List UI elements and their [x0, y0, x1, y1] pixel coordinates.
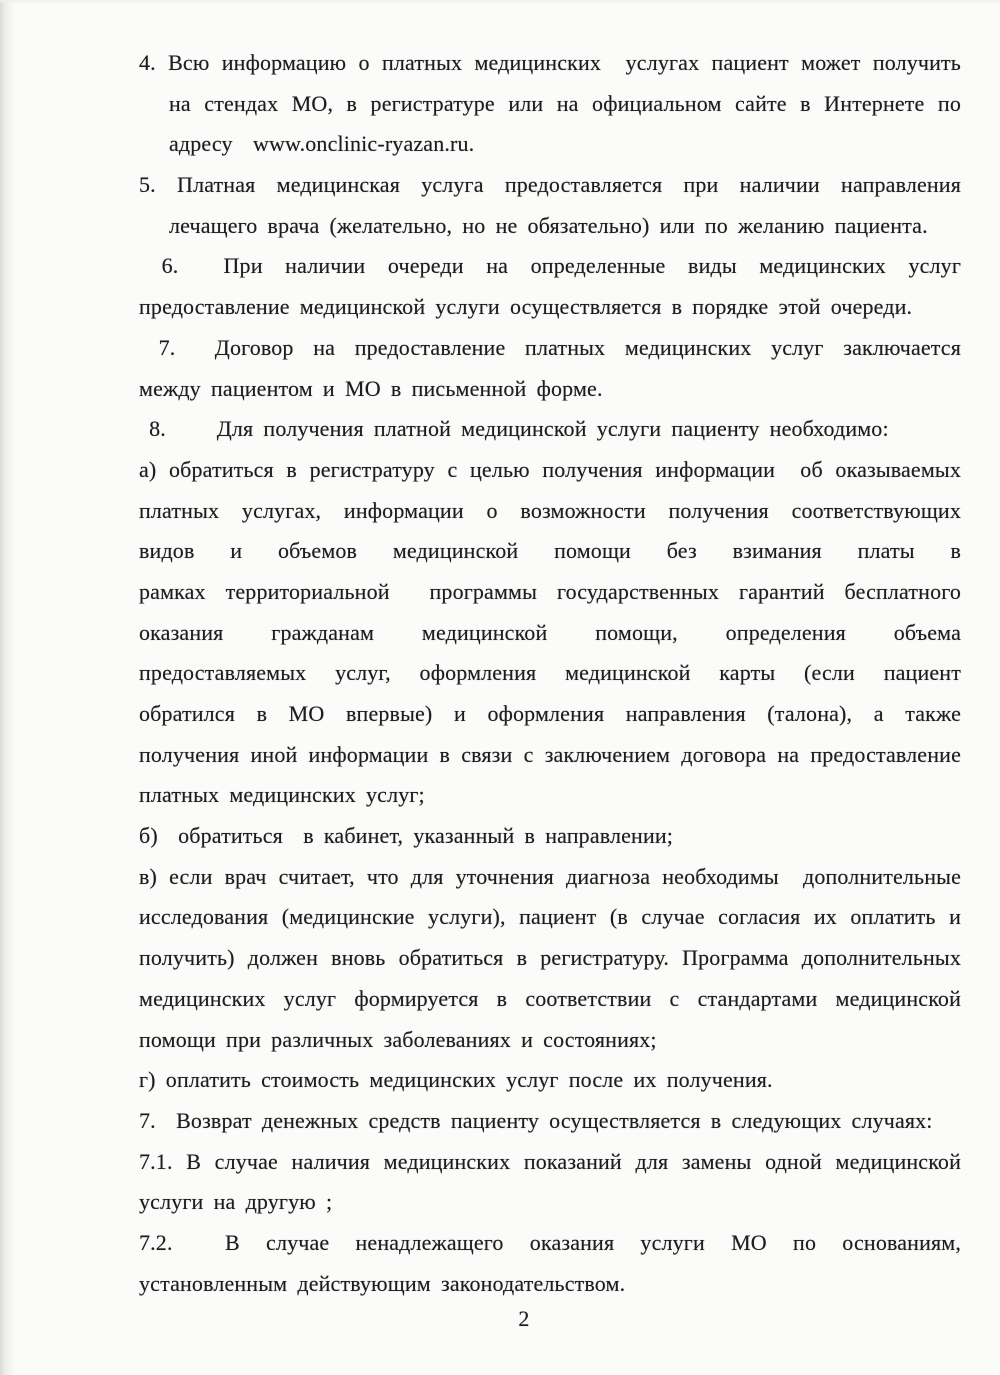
document-body [139, 43, 961, 1332]
text-line: на стендах МО, в регистратуре или на официальном сайте в Интернете по [169, 90, 961, 116]
text-line: 8. Для получения платной медицинской услуги пациенту необходимо: [139, 416, 889, 442]
text-line: лечащего врача (желательно, но не обязательно) или по желанию пациента. [169, 212, 928, 238]
text-line: платных услугах, информации о возможности получения соответствующих [139, 497, 961, 523]
text-line: 7.2. В случае ненадлежащего оказания услуги МО по основаниям, [139, 1229, 961, 1255]
text-line: медицинских услуг формируется в соответствии с стандартами медицинской [139, 985, 961, 1011]
text-line: рамках территориальной программы государственных гарантий бесплатного [139, 578, 961, 604]
text-line: между пациентом и МО в письменной форме. [139, 375, 603, 401]
text-line: г) оплатить стоимость медицинских услуг после их получения. [139, 1067, 773, 1093]
text-line: б) обратиться в кабинет, указанный в направлении; [139, 823, 674, 849]
text-line: получить) должен вновь обратиться в регистратуру. Программа дополнительных [139, 945, 961, 971]
text-line: установленным действующим законодательством. [139, 1270, 626, 1296]
text-line: услуги на другую ; [139, 1189, 333, 1215]
text-line: видов и объемов медицинской помощи без взимания платы в [139, 538, 961, 564]
scan-edge-shadow-left [0, 0, 14, 1375]
text-line: платных медицинских услуг; [139, 782, 425, 808]
text-line: 4. Всю информацию о платных медицинских услугах пациент может получить [139, 50, 961, 75]
scan-edge-shadow-top [0, 0, 1000, 4]
text-line: предоставляемых услуг, оформления медицинской карты (если пациент [139, 660, 961, 686]
page-number: 2 [518, 1306, 530, 1332]
text-line: обратился в МО впервые) и оформления направления (талона), а также [139, 701, 961, 726]
text-line: 7.1. В случае наличия медицинских показаний для замены одной медицинской [139, 1148, 961, 1174]
text-line: помощи при различных заболеваниях и состояниях; [139, 1026, 657, 1052]
document-text-lines [139, 43, 961, 1304]
text-line: исследования (медицинские услуги), пациент (в случае согласия их оплатить и [139, 904, 961, 930]
text-line: а) обратиться в регистратуру с целью получения информации об оказываемых [139, 456, 961, 482]
text-line: 6. При наличии очереди на определенные виды медицинских услуг [139, 253, 961, 279]
text-line: получения иной информации в связи с заключением договора на предоставление [139, 741, 961, 767]
text-line: в) если врач считает, что для уточнения диагноза необходимы дополнительные [139, 863, 961, 889]
text-line: 7. Возврат денежных средств пациенту осуществляется в следующих случаях: [139, 1107, 933, 1133]
text-line: адресу www.onclinic-ryazan.ru. [169, 131, 475, 157]
text-line: 7. Договор на предоставление платных медицинских услуг заключается [139, 334, 961, 360]
text-line: оказания гражданам медицинской помощи, определения объема [139, 619, 961, 645]
text-line: предоставление медицинской услуги осуществляется в порядке этой очереди. [139, 294, 913, 320]
text-line: 5. Платная медицинская услуга предоставляется при наличии направления [139, 172, 961, 198]
